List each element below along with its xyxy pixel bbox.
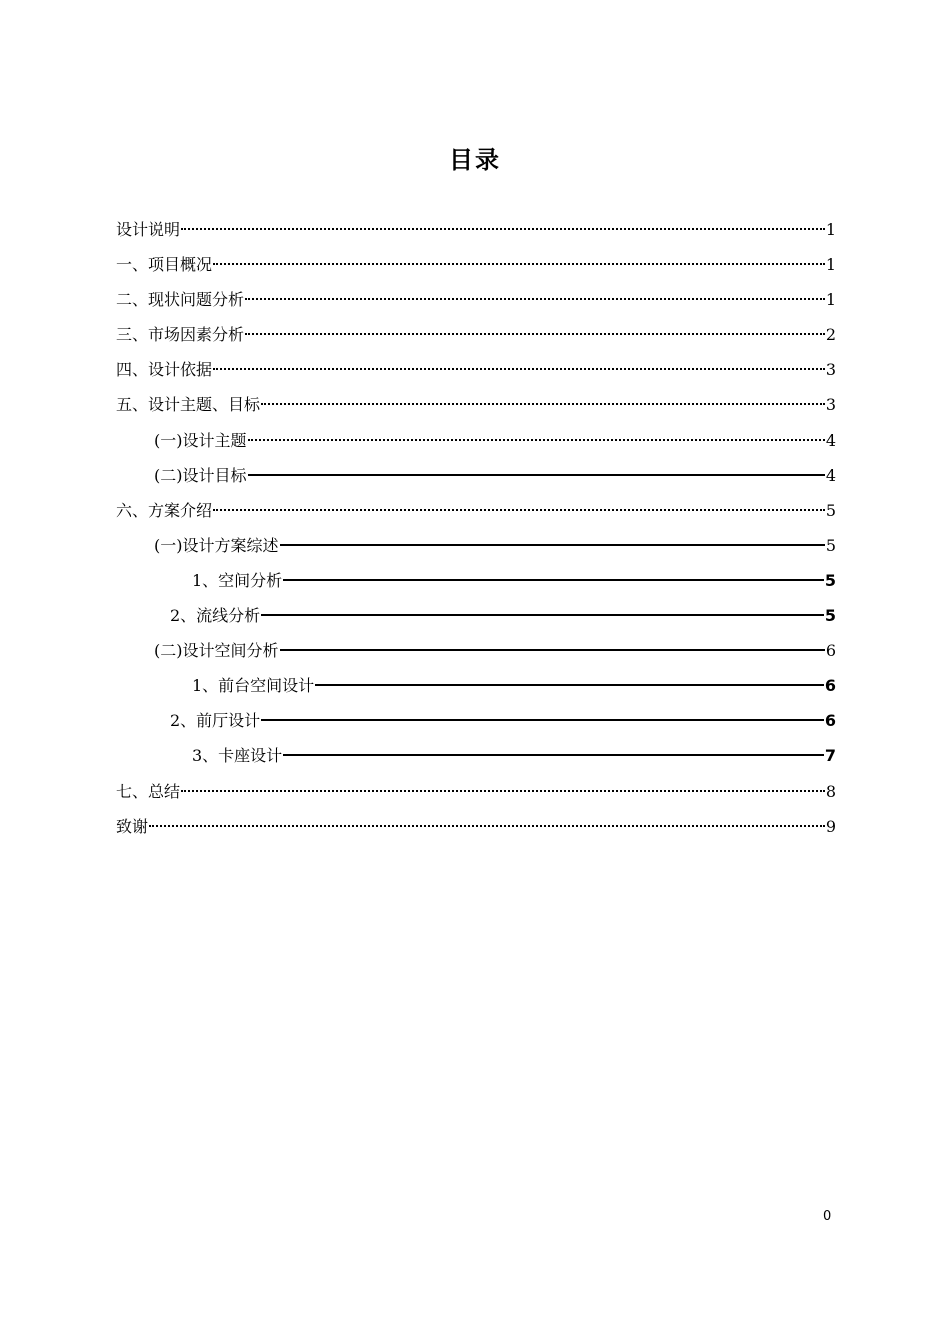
toc-entry-label: (一)设计主题 [154, 430, 247, 450]
toc-leader [315, 684, 824, 686]
toc-entry-design-basis[interactable] [116, 352, 836, 387]
toc-leader [181, 790, 825, 792]
toc-entry-label: (二)设计空间分析 [154, 641, 279, 661]
toc-entry-label: 3、卡座设计 [192, 746, 283, 766]
toc-entry-page: 1 [825, 290, 836, 310]
toc-entry-lobby-design[interactable] [116, 703, 836, 738]
toc-entry-page: 8 [825, 781, 836, 801]
toc-entry-space-design-analysis[interactable] [116, 633, 836, 668]
footer-page-number: 0 [823, 1209, 832, 1224]
page-title: 目录 [449, 146, 501, 174]
toc-entry-label: 1、前台空间设计 [192, 676, 315, 696]
toc-entry-label: 七、总结 [116, 781, 181, 801]
toc-entry-page: 5 [825, 500, 836, 520]
toc-entry-conclusion[interactable] [116, 774, 836, 809]
toc-entry-design-goals[interactable] [116, 458, 836, 493]
toc-leader [213, 263, 825, 265]
toc-entry-label: 1、空间分析 [192, 570, 283, 590]
toc-leader [248, 474, 825, 476]
toc-entry-label: 四、设计依据 [116, 360, 213, 380]
toc-entry-label: 二、现状问题分析 [116, 290, 245, 310]
toc-entry-plan-summary[interactable] [116, 528, 836, 563]
toc-entry-label: 2、前厅设计 [170, 711, 261, 731]
toc-entry-label: 五、设计主题、目标 [116, 395, 261, 415]
toc-leader [261, 403, 825, 405]
toc-entry-label: 三、市场因素分析 [116, 325, 245, 345]
toc-entry-current-issues[interactable] [116, 282, 836, 317]
table-of-contents [116, 212, 836, 844]
toc-entry-label: 致谢 [116, 816, 149, 836]
toc-leader [283, 579, 824, 581]
toc-leader [213, 368, 825, 370]
toc-leader [245, 298, 825, 300]
toc-entry-page: 1 [825, 255, 836, 275]
toc-entry-design-notes[interactable] [116, 212, 836, 247]
toc-entry-booth-design[interactable] [116, 738, 836, 773]
toc-entry-label: (二)设计目标 [154, 465, 247, 485]
toc-leader [181, 228, 825, 230]
toc-entry-page: 5 [824, 606, 836, 626]
toc-entry-label: 一、项目概况 [116, 255, 213, 275]
toc-entry-label: (一)设计方案综述 [154, 535, 279, 555]
toc-entry-page: 6 [825, 641, 836, 661]
toc-entry-label: 设计说明 [116, 220, 181, 239]
toc-entry-page: 5 [824, 570, 836, 590]
toc-entry-page: 4 [825, 465, 836, 485]
toc-leader [149, 825, 825, 827]
toc-entry-label: 六、方案介绍 [116, 500, 213, 520]
toc-entry-market-factors[interactable] [116, 317, 836, 352]
toc-entry-theme-goals[interactable] [116, 387, 836, 422]
toc-entry-page: 4 [825, 430, 836, 450]
toc-entry-page: 1 [825, 220, 836, 239]
toc-entry-flow-analysis[interactable] [116, 598, 836, 633]
toc-entry-design-theme[interactable] [116, 423, 836, 458]
toc-leader [261, 614, 824, 616]
toc-entry-plan-intro[interactable] [116, 493, 836, 528]
toc-entry-project-overview[interactable] [116, 247, 836, 282]
toc-leader [280, 544, 825, 546]
toc-entry-page: 3 [825, 395, 836, 415]
toc-leader [283, 754, 824, 756]
toc-entry-space-analysis[interactable] [116, 563, 836, 598]
toc-entry-acknowledgements[interactable] [116, 809, 836, 844]
toc-leader [213, 509, 825, 511]
toc-leader [248, 439, 825, 441]
toc-entry-front-desk-design[interactable] [116, 668, 836, 703]
toc-entry-label: 2、流线分析 [170, 606, 261, 626]
toc-entry-page: 7 [824, 746, 836, 766]
toc-leader [280, 649, 825, 651]
toc-entry-page: 9 [825, 816, 836, 836]
toc-entry-page: 2 [825, 325, 836, 345]
toc-entry-page: 5 [825, 535, 836, 555]
toc-leader [261, 719, 824, 721]
toc-entry-page: 3 [825, 360, 836, 380]
toc-entry-page: 6 [824, 676, 836, 696]
toc-leader [245, 333, 825, 335]
toc-entry-page: 6 [824, 711, 836, 731]
